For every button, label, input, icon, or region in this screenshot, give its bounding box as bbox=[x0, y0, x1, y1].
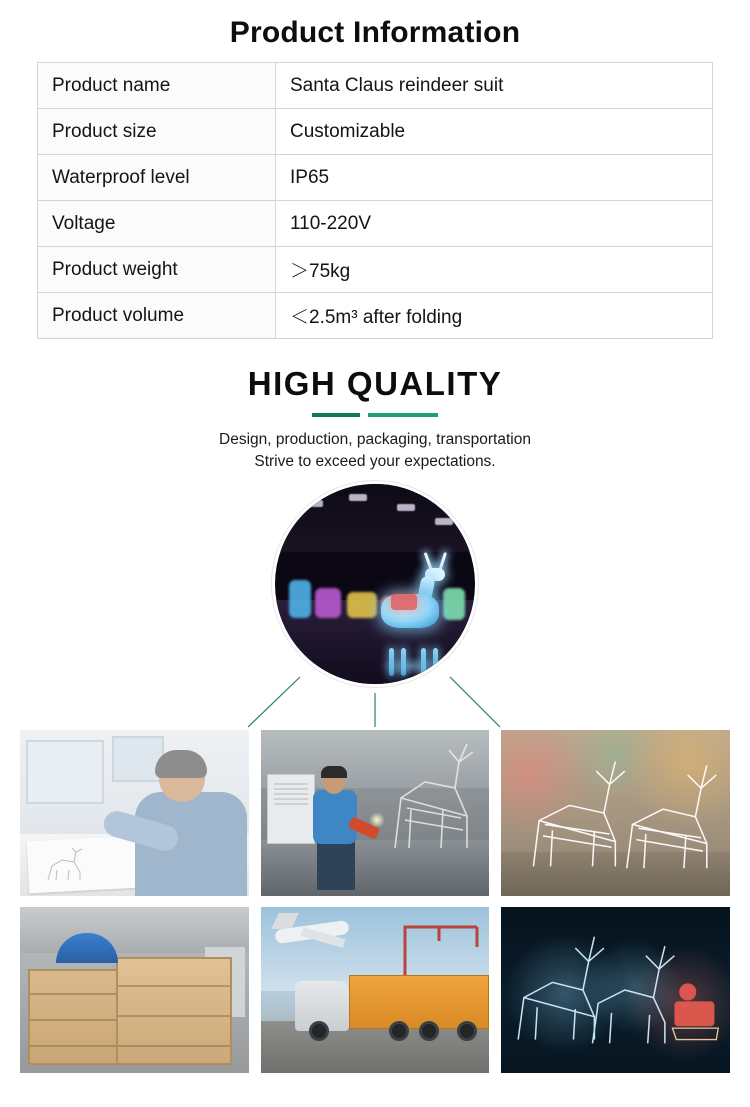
table-row bbox=[38, 293, 713, 339]
spec-label: Product weight bbox=[38, 247, 276, 293]
table-row bbox=[38, 155, 713, 201]
gallery-item-packaging bbox=[19, 906, 250, 1074]
hero-image-showroom bbox=[272, 481, 478, 687]
divider-rule bbox=[312, 413, 438, 417]
product-spec-table bbox=[37, 62, 713, 339]
high-quality-heading: HIGH QUALITY bbox=[247, 365, 503, 402]
spec-value: Santa Claus reindeer suit bbox=[276, 63, 713, 109]
table-row bbox=[38, 109, 713, 155]
gallery-item-production bbox=[260, 729, 491, 897]
gallery-item-night-display bbox=[500, 906, 731, 1074]
high-quality-subline-1: Design, production, packaging, transportation bbox=[219, 431, 531, 448]
spec-label: Waterproof level bbox=[38, 155, 276, 201]
hero-scene bbox=[275, 484, 475, 684]
spec-value: ＜2.5m³ after folding bbox=[276, 293, 713, 339]
spec-label: Product name bbox=[38, 63, 276, 109]
spec-value: 110-220V bbox=[276, 201, 713, 247]
spec-value: IP65 bbox=[276, 155, 713, 201]
spec-value: ＞75kg bbox=[276, 247, 713, 293]
gallery-item-design bbox=[19, 729, 250, 897]
spec-value: Customizable bbox=[276, 109, 713, 155]
steel-frame-icon bbox=[375, 738, 485, 858]
hero-zone bbox=[0, 481, 750, 729]
white-reindeer-group-icon bbox=[501, 730, 730, 896]
table-row bbox=[38, 63, 713, 109]
process-gallery bbox=[19, 729, 731, 1074]
lit-reindeer-sleigh-icon bbox=[501, 907, 730, 1073]
spec-label: Voltage bbox=[38, 201, 276, 247]
page-title: Product Information bbox=[229, 16, 521, 49]
gallery-item-finished-display bbox=[500, 729, 731, 897]
high-quality-subline-2: Strive to exceed your expectations. bbox=[254, 453, 496, 470]
gallery-item-transportation bbox=[260, 906, 491, 1074]
spec-label: Product size bbox=[38, 109, 276, 155]
table-row bbox=[38, 247, 713, 293]
spec-label: Product volume bbox=[38, 293, 276, 339]
blueprint-sketch-icon bbox=[40, 846, 98, 884]
high-quality-section bbox=[0, 365, 750, 473]
table-row bbox=[38, 201, 713, 247]
